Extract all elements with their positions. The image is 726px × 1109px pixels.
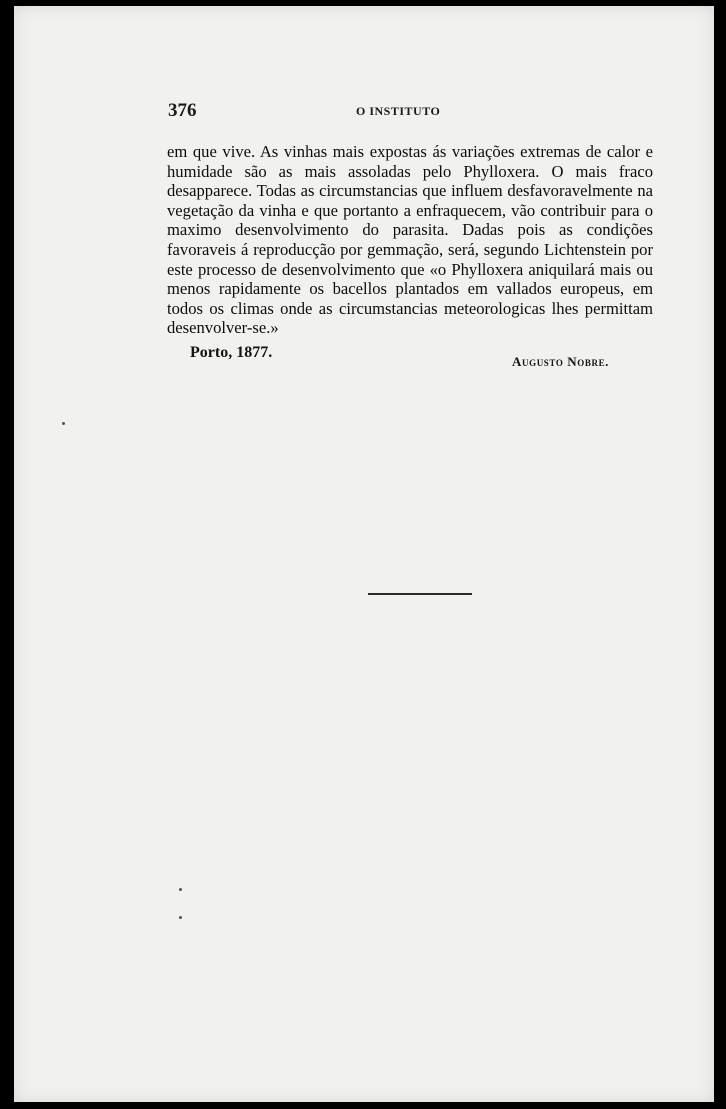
page-header <box>168 100 654 124</box>
paper-speck <box>179 916 182 919</box>
place-date: Porto, 1877. <box>190 344 273 361</box>
book-page <box>14 6 714 1102</box>
author-signature: Augusto Nobre. <box>512 354 610 369</box>
running-title: O INSTITUTO <box>356 104 441 118</box>
paper-speck <box>62 422 65 425</box>
body-paragraph: em que vive. As vinhas mais expostas ás variações extremas de calor e humidade são as mais assoladas pelo Phylloxera. O mais fraco desapparece. Todas as circumstancias que influem desfavoravelmente na vegetação da vinha e que portanto a enfraquecem, vão contribuir para o maximo desenvolvimento do parasita. Dadas pois as condições favoraveis á reproducção por gemmação, será, segundo Lichtenstein por este processo de desenvolvimento que «o Phylloxera aniquilará mais ou menos rapidamente os bacellos plantados em vallados europeus, em todos os climas onde as circumstancias meteorologicas lhes permittam desenvolver-se.» <box>167 142 653 338</box>
page-number: 376 <box>168 100 197 121</box>
separator-rule <box>368 593 472 595</box>
paper-speck <box>179 888 182 891</box>
